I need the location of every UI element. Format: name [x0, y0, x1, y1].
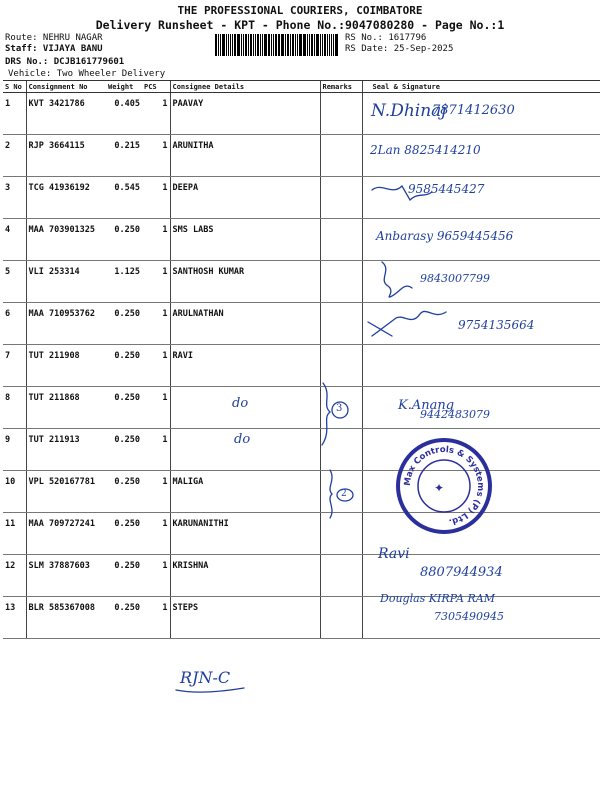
barcode-bar: [327, 34, 328, 56]
table-row: [3, 345, 600, 387]
rs-date: RS Date: 25-Sep-2025: [345, 44, 454, 54]
barcode-bar: [279, 34, 280, 56]
row-sno: 1: [3, 93, 26, 135]
row-consignment-no: MAA 710953762: [26, 303, 106, 345]
row-sno: 12: [3, 555, 26, 597]
table-row: [3, 387, 600, 429]
col-pcs: PCS: [142, 81, 170, 93]
row-sno: 5: [3, 261, 26, 303]
table-row: [3, 513, 600, 555]
barcode-bar: [228, 34, 230, 56]
signature-13-phone: 7305490945: [434, 610, 504, 623]
row-pcs: 1: [142, 135, 170, 177]
signature-1: N.Dhinaj: [371, 101, 447, 121]
signature-6-phone: 9754135664: [458, 318, 535, 332]
row-consignment-no: TUT 211908: [26, 345, 106, 387]
table-row: [3, 429, 600, 471]
row-remarks: [320, 261, 362, 303]
col-weight: Weight: [106, 81, 142, 93]
row-consignee: KARUNANITHI: [170, 513, 320, 555]
remark-count-3: 3: [336, 403, 343, 414]
barcode-bar: [316, 34, 319, 56]
barcode-bar: [262, 34, 263, 56]
row-weight: 0.250: [106, 597, 142, 639]
row-weight: 0.545: [106, 177, 142, 219]
row-weight: 0.250: [106, 555, 142, 597]
row-weight: 0.250: [106, 471, 142, 513]
row-consignment-no: RJP 3664115: [26, 135, 106, 177]
row-remarks: [320, 303, 362, 345]
signature-13: Douglas KIRPA RAM: [380, 592, 495, 605]
row-signature: [362, 345, 600, 387]
barcode-bar: [295, 34, 296, 56]
row-remarks: [320, 597, 362, 639]
row-consignee: MALIGA: [170, 471, 320, 513]
row-consignee: ARULNATHAN: [170, 303, 320, 345]
row-remarks: [320, 513, 362, 555]
col-consignment: Consignment No: [26, 81, 106, 93]
barcode-bar: [278, 34, 279, 56]
row-consignee: STEPS: [170, 597, 320, 639]
row-consignment-no: SLM 37887603: [26, 555, 106, 597]
row-pcs: 1: [142, 93, 170, 135]
row-remarks: [320, 345, 362, 387]
row-remarks: [320, 93, 362, 135]
row-pcs: 1: [142, 303, 170, 345]
row-remarks: [320, 177, 362, 219]
signature-8-phone: 9442483079: [420, 408, 490, 421]
barcode-bar: [271, 34, 272, 56]
barcode-bar: [275, 34, 277, 56]
barcode-bar: [264, 34, 267, 56]
drs-number: DRS No.: DCJB161779601: [5, 57, 125, 67]
barcode-bar: [232, 34, 233, 56]
runsheet-table: [3, 80, 600, 639]
col-sno: S No: [3, 81, 26, 93]
row-weight: 1.125: [106, 261, 142, 303]
row-consignment-no: TCG 41936192: [26, 177, 106, 219]
row-pcs: 1: [142, 177, 170, 219]
row-sno: 3: [3, 177, 26, 219]
barcode-bar: [234, 34, 236, 56]
table-row: [3, 471, 600, 513]
signature-8: K.Anang: [398, 398, 455, 413]
barcode-bar: [220, 34, 221, 56]
barcode-bar: [253, 34, 254, 56]
table-row: [3, 135, 600, 177]
barcode-bar: [329, 34, 331, 56]
row-consignee: SMS LABS: [170, 219, 320, 261]
signature-4: Anbarasy 9659445456: [376, 229, 514, 243]
row-pcs: 1: [142, 513, 170, 555]
table-row: [3, 555, 600, 597]
barcode-bar: [307, 34, 308, 56]
row-pcs: 1: [142, 387, 170, 429]
signature-12-phone: 8807944934: [420, 565, 503, 580]
row-consignment-no: TUT 211868: [26, 387, 106, 429]
row-remarks: [320, 135, 362, 177]
row-consignment-no: TUT 211913: [26, 429, 106, 471]
row-pcs: 1: [142, 261, 170, 303]
table-row: [3, 597, 600, 639]
row-consignee: KRISHNA: [170, 555, 320, 597]
vehicle-label: Vehicle: Two Wheeler Delivery: [8, 69, 166, 79]
row-sno: 2: [3, 135, 26, 177]
row-consignment-no: KVT 3421786: [26, 93, 106, 135]
row-weight: 0.250: [106, 513, 142, 555]
table-header-row: [3, 81, 600, 93]
remark-ditto-1: do: [232, 396, 249, 411]
row-remarks: [320, 219, 362, 261]
barcode-bar: [243, 34, 244, 56]
signature-2: 2Lan 8825414210: [370, 143, 481, 157]
barcode-bar: [226, 34, 227, 56]
staff-label: Staff: VIJAYA BANU: [5, 44, 103, 54]
barcode-bar: [285, 34, 286, 56]
rs-number: RS No.: 1617796: [345, 33, 427, 43]
row-sno: 11: [3, 513, 26, 555]
row-weight: 0.250: [106, 219, 142, 261]
signature-1-phone: 7871412630: [432, 103, 515, 118]
remark-ditto-2: do: [234, 432, 251, 447]
footer-underline: [176, 688, 244, 692]
row-consignee: DEEPA: [170, 177, 320, 219]
row-sno: 9: [3, 429, 26, 471]
barcode-bar: [320, 34, 321, 56]
barcode-bar: [297, 34, 298, 56]
company-seal-stamp: [394, 436, 494, 536]
barcode-bar: [287, 34, 289, 56]
footer-handwritten-note: RJN-C: [180, 668, 231, 687]
barcode-bar: [241, 34, 242, 56]
row-weight: 0.250: [106, 345, 142, 387]
row-pcs: 1: [142, 219, 170, 261]
row-pcs: 1: [142, 429, 170, 471]
barcode-bar: [255, 34, 256, 56]
barcode-bar: [314, 34, 315, 56]
row-consignment-no: MAA 703901325: [26, 219, 106, 261]
table-row: [3, 261, 600, 303]
barcode-bar: [292, 34, 294, 56]
row-pcs: 1: [142, 471, 170, 513]
row-sno: 13: [3, 597, 26, 639]
col-consignee: Consignee Details: [170, 81, 320, 93]
row-weight: 0.250: [106, 387, 142, 429]
barcode-bar: [245, 34, 247, 56]
row-pcs: 1: [142, 555, 170, 597]
barcode-bar: [273, 34, 274, 56]
barcode-bar: [260, 34, 261, 56]
row-sno: 4: [3, 219, 26, 261]
row-sno: 6: [3, 303, 26, 345]
barcode-bar: [218, 34, 219, 56]
runsheet-subtitle: Delivery Runsheet - KPT - Phone No.:9047080280 - Page No.:1: [95, 18, 505, 32]
svg-text:Max Controls & Systems (P) Ltd: Max Controls & Systems (P) Ltd.: [402, 444, 486, 527]
row-pcs: 1: [142, 345, 170, 387]
row-weight: 0.250: [106, 303, 142, 345]
row-consignee: SANTHOSH KUMAR: [170, 261, 320, 303]
row-sno: 8: [3, 387, 26, 429]
barcode: [215, 34, 339, 56]
barcode-bar: [268, 34, 270, 56]
row-consignment-no: VPL 520167781: [26, 471, 106, 513]
signature-12: Ravi: [378, 546, 410, 562]
row-pcs: 1: [142, 597, 170, 639]
row-consignee: ARUNITHA: [170, 135, 320, 177]
barcode-bar: [222, 34, 225, 56]
remark-count-2: 2: [341, 489, 347, 499]
row-consignment-no: MAA 709727241: [26, 513, 106, 555]
barcode-bar: [230, 34, 231, 56]
barcode-bar: [331, 34, 332, 56]
row-sno: 7: [3, 345, 26, 387]
barcode-bar: [303, 34, 304, 56]
row-consignment-no: VLI 253314: [26, 261, 106, 303]
row-remarks: [320, 555, 362, 597]
barcode-bar: [335, 34, 338, 56]
barcode-bar: [250, 34, 253, 56]
barcode-bar: [322, 34, 323, 56]
barcode-bar: [215, 34, 217, 56]
col-signature: Seal & Signature: [362, 81, 600, 93]
row-consignee: RAVI: [170, 345, 320, 387]
signature-3-phone: 9585445427: [408, 182, 485, 196]
barcode-bar: [237, 34, 240, 56]
barcode-bar: [257, 34, 259, 56]
barcode-bar: [290, 34, 291, 56]
svg-text:✦: ✦: [434, 481, 445, 495]
barcode-bar: [309, 34, 310, 56]
row-weight: 0.215: [106, 135, 142, 177]
table-row: [3, 177, 600, 219]
row-sno: 10: [3, 471, 26, 513]
row-weight: 0.405: [106, 93, 142, 135]
row-consignee: PAAVAY: [170, 93, 320, 135]
col-remarks: Remarks: [320, 81, 362, 93]
barcode-bar: [333, 34, 334, 56]
barcode-bar: [248, 34, 249, 56]
barcode-bar: [311, 34, 313, 56]
barcode-bar: [299, 34, 302, 56]
route-label: Route: NEHRU NAGAR: [5, 33, 103, 43]
company-title: THE PROFESSIONAL COURIERS, COIMBATORE: [177, 4, 423, 17]
row-remarks: [320, 429, 362, 471]
row-consignment-no: BLR 585367008: [26, 597, 106, 639]
barcode-bar: [324, 34, 326, 56]
signature-5-phone: 9843007799: [420, 272, 490, 285]
row-weight: 0.250: [106, 429, 142, 471]
barcode-bar: [281, 34, 284, 56]
barcode-bar: [304, 34, 306, 56]
